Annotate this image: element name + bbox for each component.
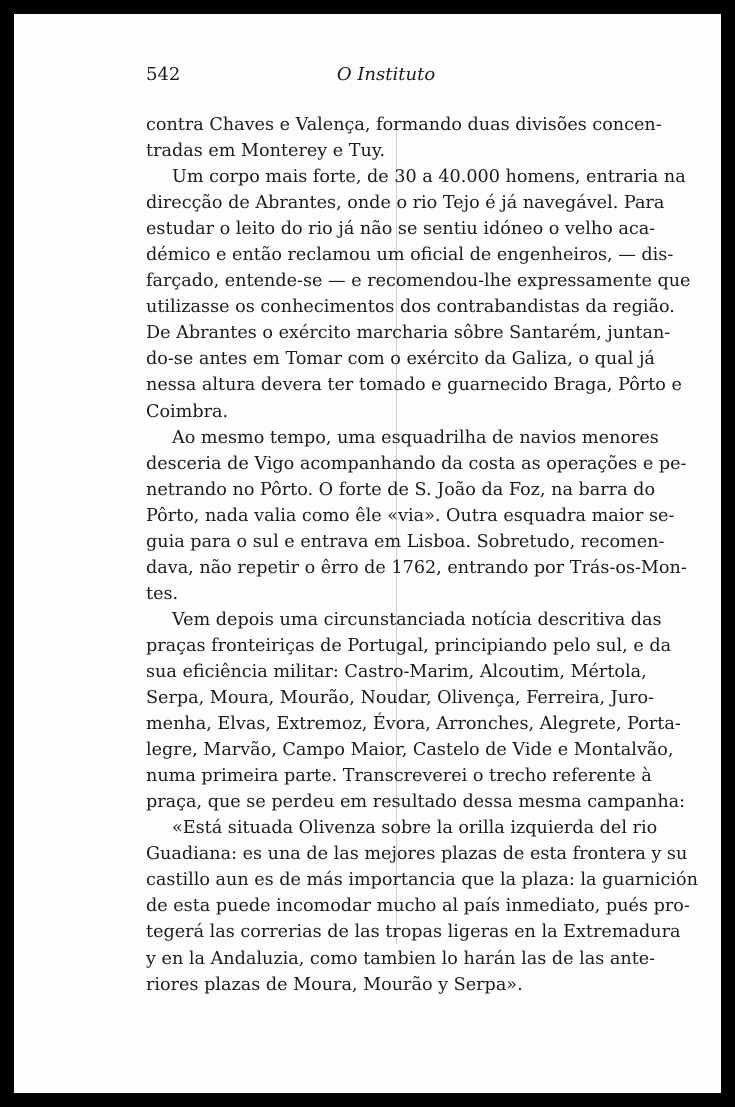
paragraph bbox=[146, 112, 662, 164]
paragraph bbox=[146, 164, 691, 424]
text-line: guia para o sul e entrava em Lisboa. Sobretudo, recomen- bbox=[146, 531, 665, 552]
text-line: estudar o leito do rio já não se sentiu idóneo o velho aca- bbox=[146, 219, 656, 240]
text-line: menha, Elvas, Extremoz, Évora, Arronches, Alegrete, Porta- bbox=[146, 714, 681, 735]
text-line: tradas em Monterey e Tuy. bbox=[146, 141, 386, 162]
text-line: legre, Marvão, Campo Maior, Castelo de Vide e Montalvão, bbox=[146, 740, 674, 761]
text-line: sua eficiência militar: Castro-Marim, Alcoutim, Mértola, bbox=[146, 661, 647, 682]
text-line: y en la Andaluzia, como tambien lo harán las de las ante- bbox=[146, 948, 656, 969]
text-line: netrando no Pôrto. O forte de S. João da Foz, na barra do bbox=[146, 479, 656, 500]
text-line: riores plazas de Moura, Mourão y Serpa». bbox=[146, 974, 523, 995]
text-line: dava, não repetir o êrro de 1762, entrando por Trás-os-Mon- bbox=[146, 557, 687, 578]
text-line: Um corpo mais forte, de 30 a 40.000 homens, entraria na bbox=[172, 167, 686, 188]
text-line: tes. bbox=[146, 583, 179, 604]
text-line: desceria de Vigo acompanhando da costa as operações e pe- bbox=[146, 453, 687, 474]
text-line: tegerá las correrias de las tropas ligeras en la Extremadura bbox=[146, 922, 681, 943]
text-line: do-se antes em Tomar com o exército da Galiza, o qual já bbox=[146, 349, 655, 370]
text-line: contra Chaves e Valença, formando duas divisões concen- bbox=[146, 115, 662, 135]
text-line: Vem depois uma circunstanciada notícia descritiva das bbox=[172, 609, 662, 630]
page-header bbox=[146, 64, 626, 94]
text-line: farçado, entende-se — e recomendou-lhe expressamente que bbox=[146, 271, 691, 292]
page-number: 542 bbox=[146, 64, 181, 85]
paragraph bbox=[146, 425, 687, 607]
running-title: O Instituto bbox=[336, 64, 436, 85]
text-line: Pôrto, nada valia como êle «via». Outra esquadra maior se- bbox=[146, 505, 675, 526]
text-line: démico e então reclamou um oficial de engenheiros, — dis- bbox=[146, 245, 674, 266]
paragraph bbox=[146, 607, 686, 815]
text-line: Guadiana: es una de las mejores plazas de esta frontera y su bbox=[146, 844, 688, 865]
text-line: De Abrantes o exército marcharia sôbre Santarém, juntan- bbox=[146, 323, 671, 344]
text-line: praça, que se perdeu em resultado dessa mesma campanha: bbox=[146, 792, 686, 813]
text-line: Serpa, Moura, Mourão, Noudar, Olivença, Ferreira, Juro- bbox=[146, 688, 655, 709]
text-line: direcção de Abrantes, onde o rio Tejo é já navegável. Para bbox=[146, 193, 665, 214]
text-line: nessa altura devera ter tomado e guarnecido Braga, Pôrto e bbox=[146, 375, 682, 396]
paragraph bbox=[146, 815, 698, 997]
text-line: numa primeira parte. Transcreverei o trecho referente à bbox=[146, 766, 652, 787]
text-line: castillo aun es de más importancia que la plaza: la guarnición bbox=[146, 870, 698, 891]
text-line: utilizasse os conhecimentos dos contrabandistas da região. bbox=[146, 297, 675, 318]
text-line: praças fronteiriças de Portugal, principiando pelo sul, e da bbox=[146, 635, 672, 656]
text-line: Coimbra. bbox=[146, 401, 229, 422]
text-line: Ao mesmo tempo, uma esquadrilha de navios menores bbox=[172, 427, 659, 448]
text-line: de esta puede incomodar mucho al país inmediato, pués pro- bbox=[146, 896, 690, 917]
text-line: «Está situada Olivenza sobre la orilla izquierda del rio bbox=[172, 818, 658, 839]
body-text bbox=[146, 112, 698, 998]
